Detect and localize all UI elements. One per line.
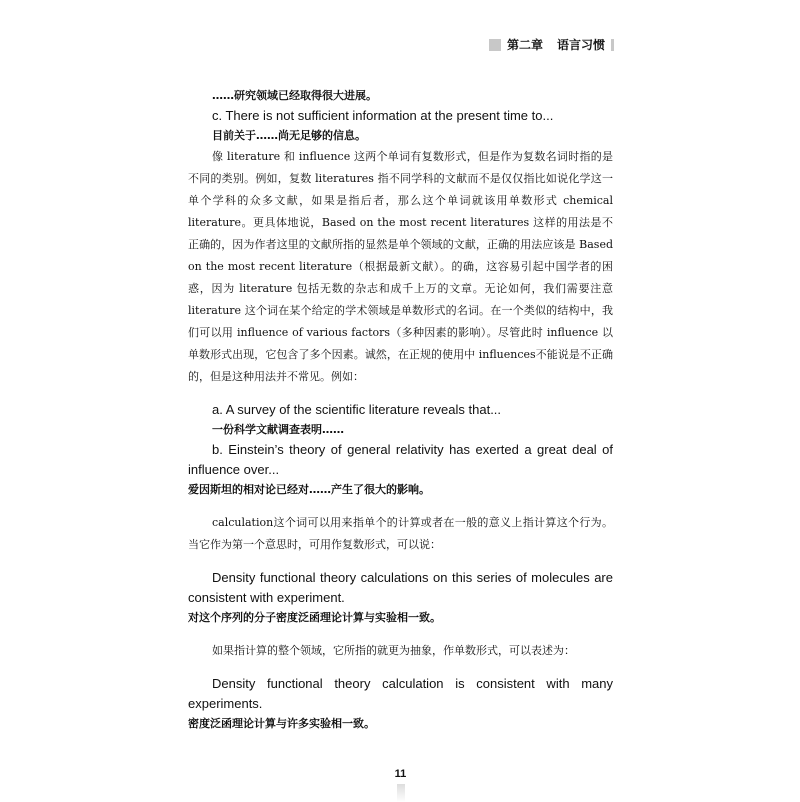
page-number: 11: [394, 768, 407, 780]
example-sentence-cont: experiments.: [188, 696, 263, 711]
paragraph-line: 如果指计算的整个领域，它所指的就更为抽象，作单数形式，可以表述为：: [212, 644, 575, 657]
spacer: [188, 388, 613, 400]
example-translation: 密度泛函理论计算与许多实验相一致。: [188, 717, 375, 730]
header-decoration: [489, 39, 501, 51]
example-translation: 爱因斯坦的相对论已经对……产生了很大的影响。: [188, 483, 430, 496]
paragraph-line: 新文献）。的确，这容易引起中国学者的困惑，因为 literature 包括无数的杂志和成千上万: [188, 260, 614, 295]
example-sentence-part: b. Einstein’s theory of general relativity has exerted a great deal of: [212, 442, 613, 457]
example-translation: 一份科学文献调查表明……: [212, 423, 344, 436]
paragraph-calculation: [188, 512, 613, 556]
running-header: [489, 38, 614, 52]
example-sentence-part: Density functional theory calculation is consistent with many: [212, 676, 613, 691]
paragraph-line: 的文章。无论如何，我们需要注意 literature 这个词在某个给定的学术领域是单数形式的名: [188, 282, 613, 317]
paragraph-line: 说，Based on the most recent literatures 这样的用法是不正确的，因为作者这里的文献所指: [188, 216, 613, 251]
example-sentence-cont: influence over...: [188, 462, 280, 477]
spacer: [188, 556, 613, 568]
paragraph-line: 的显然是单个领域的文献，正确的用法应该是 Based on the most recent literature（根据最: [188, 238, 613, 273]
example-sentence-cont: consistent with experiment.: [188, 590, 345, 605]
paragraph-line: 类别。例如，复数 literatures 指不同学科的文献而不是仅仅指比如说化学这一单个学科的: [188, 172, 613, 207]
paragraph-line: 管此时 influence 以单数形式出现，它包含了多个因素。诚然，在正规的使用中 influences: [188, 326, 613, 361]
paragraph-literature: [188, 146, 613, 388]
paragraph-line: calculation这个词可以用来指单个的计算或者在一般的意义上指计算这个行为。当它: [188, 516, 613, 551]
example-sentence-part: Density functional theory calculations on this series of molecules are: [212, 570, 613, 585]
page-footer: [188, 764, 613, 802]
spacer: [188, 628, 613, 640]
paragraph-line: 作为第一个意思时，可用作复数形式，可以说：: [210, 538, 441, 551]
spacer: [188, 662, 613, 674]
example-sentence: [188, 674, 613, 714]
paragraph-line: 不能说是不正确的，但是这种用法并不常见。例如：: [188, 348, 613, 383]
example-sentence: [188, 568, 613, 608]
page-body: [188, 86, 613, 802]
paragraph-line: 词。在一个类似的结构中，我们可以用 influence of various factors（多种因素的影响）。尽: [188, 304, 613, 339]
example-sentence: c. There is not sufficient information at the present time to...: [212, 108, 554, 123]
page-number-decoration: [397, 784, 405, 802]
header-decoration: [611, 39, 614, 51]
example-translation: 目前关于……尚无足够的信息。: [212, 129, 366, 142]
example-sentence: [188, 440, 613, 480]
paragraph-abstract: [188, 640, 613, 662]
example-sentence: a. A survey of the scientific literature reveals that...: [212, 402, 502, 417]
header-chapter: 第二章: [506, 38, 543, 52]
header-title: 语言习惯: [556, 38, 605, 52]
example-translation: ……研究领域已经取得很大进展。: [212, 89, 377, 102]
paragraph-line: 众多文献，如果是指后者，那么这个单词就该用单数形式 chemical literature。更具体地: [188, 194, 614, 229]
example-translation: 对这个序列的分子密度泛函理论计算与实验相一致。: [188, 611, 441, 624]
paragraph-line: 像 literature 和 influence 这两个单词有复数形式，但是作为复数名词时指的是不同的: [188, 150, 613, 185]
spacer: [188, 500, 613, 512]
